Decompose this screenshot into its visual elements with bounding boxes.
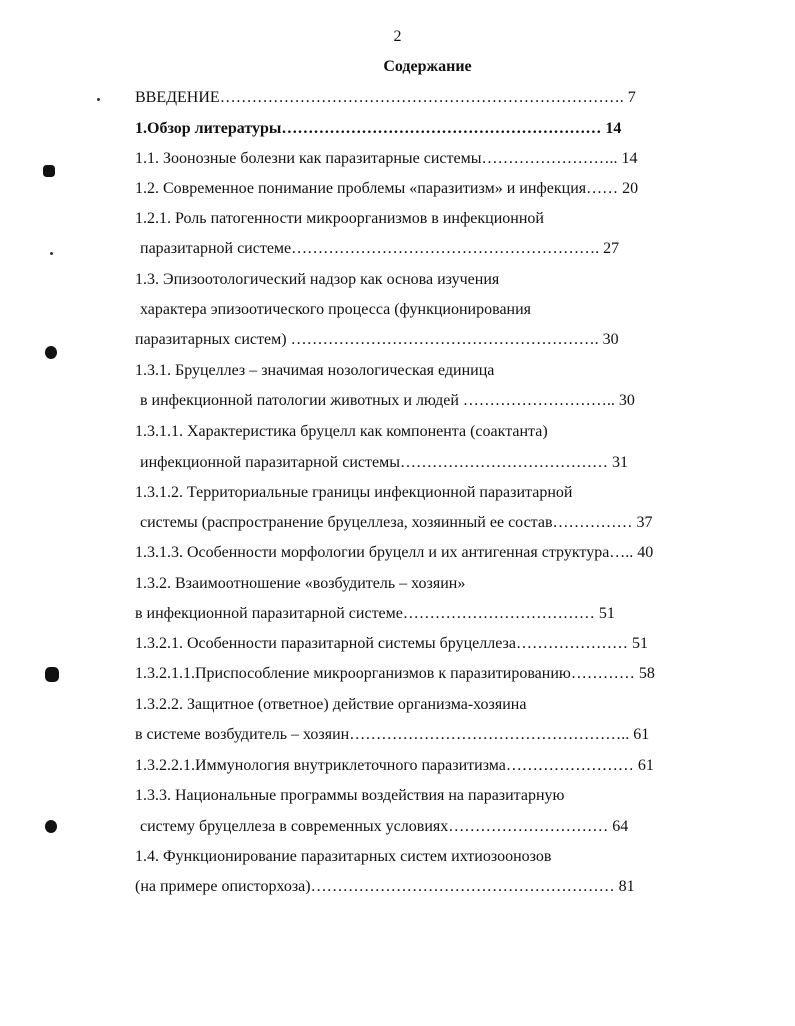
hole-punch-mark [45, 667, 59, 682]
toc-entry: 1.3.2.2. Защитное (ответное) действие организма-хозяина [135, 696, 527, 713]
toc-entry: 1.3.3. Национальные программы воздействия на паразитарную [135, 787, 565, 804]
toc-entry: в инфекционной патологии животных и людей ……………………….. 30 [140, 392, 635, 409]
toc-entry: 1.3.2.1. Особенности паразитарной системы бруцеллеза………………… 51 [135, 635, 648, 652]
toc-entry: в системе возбудитель – хозяин…………………………………………….. 61 [135, 726, 650, 743]
toc-entry: 1.3.1.1. Характеристика бруцелл как компонента (соактанта) [135, 423, 548, 440]
toc-entry: 1.3. Эпизоотологический надзор как основа изучения [135, 271, 500, 288]
toc-entry: 1.1. Зоонозные болезни как паразитарные системы…………………….. 14 [135, 150, 638, 167]
page-number: 2 [393, 28, 402, 45]
toc-entry: в инфекционной паразитарной системе……………………………… 51 [135, 605, 615, 622]
toc-entry: 1.Обзор литературы…………………………………………………… 14 [135, 120, 622, 137]
toc-entry: 1.3.2. Взаимоотношение «возбудитель – хозяин» [135, 575, 466, 592]
toc-entry: 1.3.1.3. Особенности морфологии бруцелл и их антигенная структура….. 40 [135, 544, 654, 561]
toc-entry: 1.3.2.2.1.Иммунология внутриклеточного паразитизма…………………… 61 [135, 757, 654, 774]
toc-entry: 1.4. Функционирование паразитарных систем ихтиозоонозов [135, 848, 552, 865]
toc-entry: 1.2. Современное понимание проблемы «паразитизм» и инфекция…… 20 [135, 180, 639, 197]
toc-entry: паразитарной системе…………………………………………………. 27 [140, 240, 620, 257]
toc-entry: 1.3.1.2. Территориальные границы инфекционной паразитарной [135, 484, 573, 501]
toc-entry: системы (распространение бруцеллеза, хозяинный ее состав…………… 37 [140, 514, 653, 531]
toc-entry: характера эпизоотического процесса (функционирования [140, 301, 532, 318]
scan-speck [97, 98, 100, 101]
toc-entry: 1.2.1. Роль патогенности микроорганизмов в инфекционной [135, 210, 544, 227]
page-title: Содержание [383, 58, 472, 75]
toc-entry: 1.3.2.1.1.Приспособление микроорганизмов к паразитированию………… 58 [135, 665, 655, 682]
toc-entry: систему бруцеллеза в современных условиях………………………… 64 [140, 818, 629, 835]
toc-entry: ВВЕДЕНИЕ…………………………………………………………………. 7 [135, 89, 636, 106]
toc-entry: паразитарных систем) …………………………………………………. 30 [135, 331, 619, 348]
toc-entry: 1.3.1. Бруцеллез – значимая нозологическая единица [135, 362, 495, 379]
scan-speck [50, 252, 53, 255]
toc-entry: (на примере описторхоза)………………………………………………… 81 [135, 878, 635, 895]
hole-punch-mark [45, 820, 57, 833]
toc-entry: инфекционной паразитарной системы………………………………… 31 [140, 454, 628, 471]
hole-punch-mark [45, 346, 57, 359]
hole-punch-mark [43, 165, 55, 177]
